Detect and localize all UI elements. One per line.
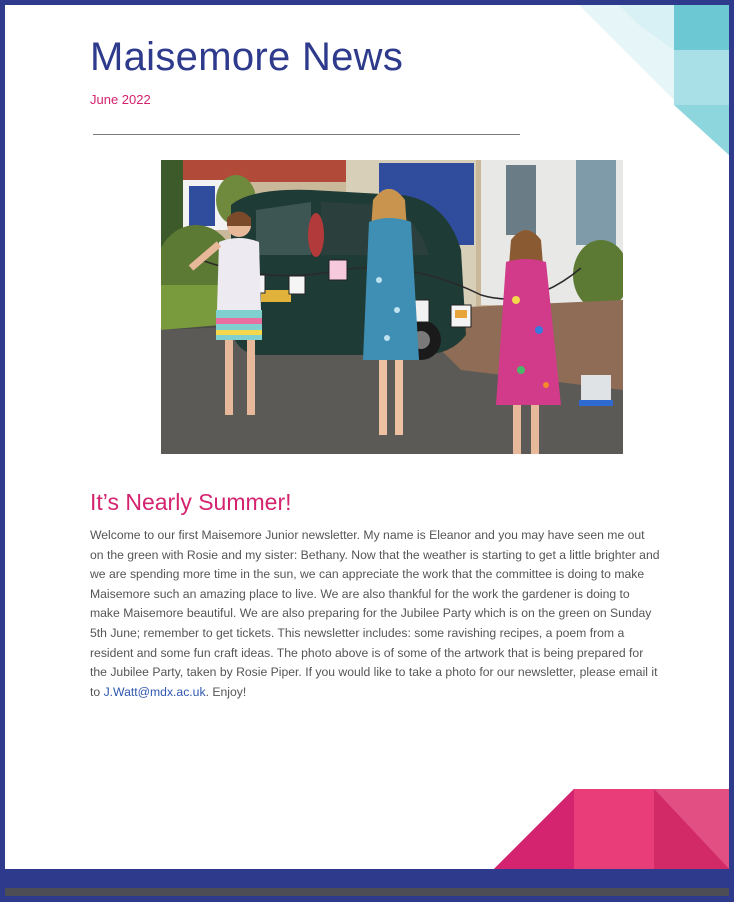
footer-strip <box>0 888 734 896</box>
corner-decoration-top <box>579 5 729 155</box>
photo-girls-with-jubilee-artwork <box>161 160 623 454</box>
issue-date: June 2022 <box>90 92 151 107</box>
article-heading: It’s Nearly Summer! <box>90 489 292 515</box>
header-divider <box>93 134 520 135</box>
footer-band <box>0 869 734 902</box>
article-text-main: Welcome to our first Maisemore Junior newsletter. My name is Eleanor and you may have seen me out on the green with Rosie and my sister: Bethany. Now that the weather is starting to get a little brighter and we are spending more time in the sun, we can appreciate the work that the committee is doing to make Maisemore such an amazing place to live. We are also thankful for the work the gardener is doing to make Maisemore beautiful. We are also preparing for the Jubilee Party which is on the green on Sunday 5th June; remember to get tickets. This newsletter includes: some ravishing recipes, a poem from a resident and some fun craft ideas. The photo above is of some of the artwork that is being prepared for the Jubilee Party, taken by Rosie Piper. If you would like to take a photo for our newsletter, please email it to <box>90 528 660 699</box>
article-body <box>90 526 660 702</box>
article-text-end: . Enjoy! <box>205 684 247 699</box>
email-link[interactable]: J.Watt@mdx.ac.uk <box>103 684 206 699</box>
corner-decoration-bottom <box>494 789 729 869</box>
newsletter-title: Maisemore News <box>90 35 404 79</box>
